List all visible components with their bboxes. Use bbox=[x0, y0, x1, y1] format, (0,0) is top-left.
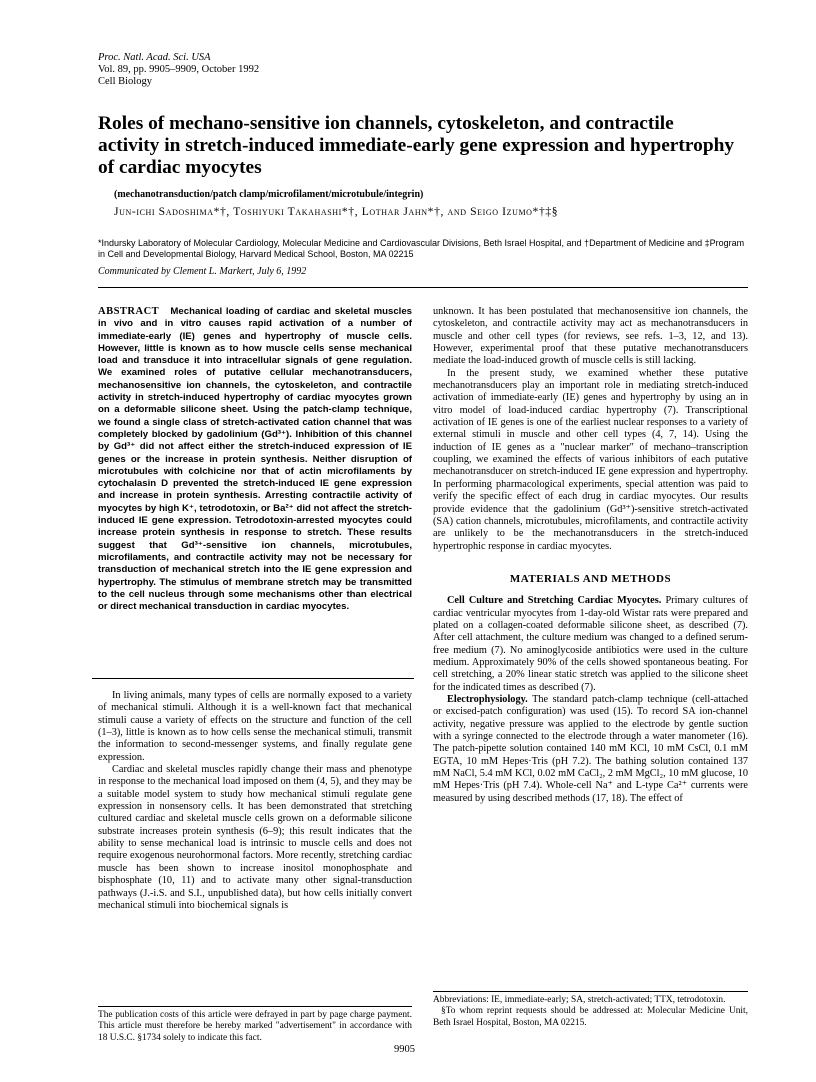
publication-cost-footnote: The publication costs of this article were defrayed in part by page charge payment. This article must therefore be hereby marked "advertisement" in accordance with 18 U.S.C. §1734 solely to indicate this fact. bbox=[98, 1010, 412, 1043]
right-column bbox=[433, 306, 748, 805]
methods-text-2: The standard patch-clamp technique (cell-attached or excised-patch configuration) was used (15). To record SA ion-channel activity, negative pressure was applied to the electrode by gentle suction with a syringe connected to the electrode through a water manometer (16). The patch-pipette solution contained 140 mM KCl, 10 mM CsCl, 0.1 mM EGTA, 10 mM Hepes·Tris (pH 7.2). The bathing solution contained 137 mM NaCl, 5.4 mM KCl, 0.02 mM CaCl₂, 2 mM MgCl₂, 10 mM glucose, 10 mM Hepes·Tris (pH 7.4). Whole-cell Na⁺ and L-type Ca²⁺ currents were measured by using described methods (17, 18). The effect of bbox=[433, 693, 749, 804]
header-divider bbox=[98, 287, 748, 288]
reprint-footnote: §To whom reprint requests should be addressed at: Molecular Medicine Unit, Beth Israel Hospital, Boston, MA 02215. bbox=[433, 1006, 748, 1028]
journal-header bbox=[98, 52, 259, 88]
abstract-divider bbox=[92, 678, 414, 679]
intro-paragraph-2: Cardiac and skeletal muscles rapidly change their mass and phenotype in response to the mechanical load imposed on them (4, 5), and they may be a suitable model system to study how mechanical stimuli regulate gene expression in nonsensory cells. It has been demonstrated that stretching cultured cardiac and skeletal muscle cells grown on a deformable silicone substrate increases protein synthesis (6–9); this result indicates that the ability to sense mechanical load is intrinsic to muscle cells and does not require exogenous neurohormonal factors. More recently, stretching cardiac muscle has been shown to increase inositol monophosphate and bisphosphate (10, 11) and to activate many other signal-transduction pathways (J.-i.S. and S.I., unpublished data), but how cells initially convert mechanical stimuli into biochemical signals is bbox=[98, 764, 412, 911]
abstract-label: ABSTRACT bbox=[98, 306, 160, 317]
right-footnotes bbox=[433, 995, 748, 1029]
volume-info: Vol. 89, pp. 9905–9909, October 1992 bbox=[98, 64, 260, 75]
intro-paragraph-1: In living animals, many types of cells are normally exposed to a variety of mechanical stimuli. Although it is a well-known fact that mechanical stimuli cause a variety of effects on the structure and function of the cell (1–3), little is known as to how cells sense the mechanical stimuli, transmit the information to second-messenger systems, and finally regulate gene expression. bbox=[98, 690, 412, 763]
footnote-divider bbox=[98, 1006, 412, 1007]
authors: Jun-ichi Sadoshima*†, Toshiyuki Takahashi*†, Lothar Jahn*†, and Seigo Izumo*†‡§ bbox=[114, 205, 559, 218]
page-number: 9905 bbox=[394, 1044, 415, 1055]
communicated-by: Communicated by Clement L. Markert, July 6, 1992 bbox=[98, 266, 307, 277]
intro-paragraph-4: In the present study, we examined whether these putative mechanotransducers play an important role in mediating stretch-induced activation of immediate-early (IE) genes and hypertrophy by using an in vitro model of load-induced cardiac hypertrophy (7). Transcriptional activation of IE genes is one of the earliest nuclear responses to a variety of external stimuli in muscle and other cell types (4, 7, 14). Using the induction of IE genes as a "nuclear marker" of mechano–transcription coupling, we examined the effects of various inhibitors of each putative mechanotransducer on stretch-induced IE gene expression and hypertrophy. In performing pharmacological experiments, special attention was paid to verify the specific effect of each drug in cardiac myocytes. Our results provide evidence that the gadolinium (Gd³⁺)-sensitive stretch-activated (SA) cation channels, microtubules, microfilaments, and contractile activity are unlikely to be the mechanotransducers in the stretch-induced hypertrophic response in cardiac myocytes. bbox=[433, 367, 748, 552]
article-title: Roles of mechano-sensitive ion channels, cytoskeleton, and contractile activity in stretch-induced immediate-early gene expression and hypertrophy of cardiac myocytes bbox=[98, 113, 735, 178]
intro-paragraph-3: unknown. It has been postulated that mechanosensitive ion channels, the cytoskeleton, and contractile activity may act as mechanotransducers in muscle and other cell types (for reviews, see refs. 1–3, 12, and 13). However, experimental proof that these putative mechanotransducers mediate the load-induced growth of muscle cells is still lacking. bbox=[433, 306, 748, 367]
right-footnote-divider bbox=[433, 991, 748, 992]
methods-heading: MATERIALS AND METHODS bbox=[509, 572, 672, 585]
methods-text-1: Primary cultures of cardiac ventricular myocytes from 1-day-old Wistar rats were prepared and plated on a collagen-coated deformable silicone sheet, as described (7). After cell attachment, the culture medium was changed to a defined serum-free medium (7). No aminoglycoside antibiotics were used in the culture medium. Approximately 90% of the cells showed spontaneous beating. For cell stretching, a 20% linear static stretch was applied to the silicone sheet for the indicated times as described (7). bbox=[433, 595, 749, 693]
methods-paragraph-2 bbox=[433, 694, 748, 805]
affiliations: *Indursky Laboratory of Molecular Cardiology, Molecular Medicine and Cardiovascular Divisions, Beth Israel Hospital, and †Department of Medicine and ‡Program in Cell and Developmental Biology, Harvard Medical School, Boston, MA 02215 bbox=[98, 238, 745, 259]
methods-subhead-2: Electrophysiology. bbox=[447, 693, 528, 705]
methods-subhead-1: Cell Culture and Stretching Cardiac Myocytes. bbox=[447, 595, 662, 607]
abstract bbox=[98, 306, 412, 613]
abbreviations-footnote: Abbreviations: IE, immediate-early; SA, stretch-activated; TTX, tetrodotoxin. bbox=[433, 995, 726, 1005]
methods-paragraph-1 bbox=[433, 595, 748, 694]
abstract-text: Mechanical loading of cardiac and skeletal muscles in vivo and in vitro causes rapid activation of a number of immediate-early (IE) genes and hypertrophy of muscle cells. However, little is known as to how muscle cells sense mechanical load and transduce it into intracellular signals of gene regulation. We examined roles of putative cellular mechanotransducers, mechanosensitive ion channels, the cytoskeleton, and contractile activity in stretch-induced hypertrophy of cardiac myocytes grown on a deformable silicone sheet. Using the patch-clamp technique, we found a single class of stretch-activated cation channel that was completely blocked by gadolinium (Gd³⁺). Inhibition of this channel by Gd³⁺ did not affect either the stretch-induced expression of IE genes or the increase in protein synthesis. Neither disruption of microtubules with colchicine nor that of actin microfilaments by cytochalasin D prevented the stretch-induced IE gene expression and increase in protein synthesis. Arresting contractile activity of myocytes by high K⁺, tetrodotoxin, or Ba²⁺ did not affect the stretch-induced IE gene expression. Tetrodotoxin-arrested myocytes could increase protein synthesis in response to stretch. These results suggest that Gd³⁺-sensitive ion channels, microtubules, microfilaments, and contractile activity may not be necessary for transduction of mechanical stretch into the IE gene expression and hypertrophy. The stimulus of membrane stretch may be transmitted to the cell nucleus through some mechanisms other than electrical or direct mechanical transduction in cardiac myocytes. bbox=[98, 306, 413, 613]
section-name: Cell Biology bbox=[98, 76, 152, 87]
journal-name: Proc. Natl. Acad. Sci. USA bbox=[98, 52, 211, 63]
keywords: (mechanotransduction/patch clamp/microfilament/microtubule/integrin) bbox=[114, 189, 424, 200]
intro-left-column bbox=[98, 690, 412, 912]
